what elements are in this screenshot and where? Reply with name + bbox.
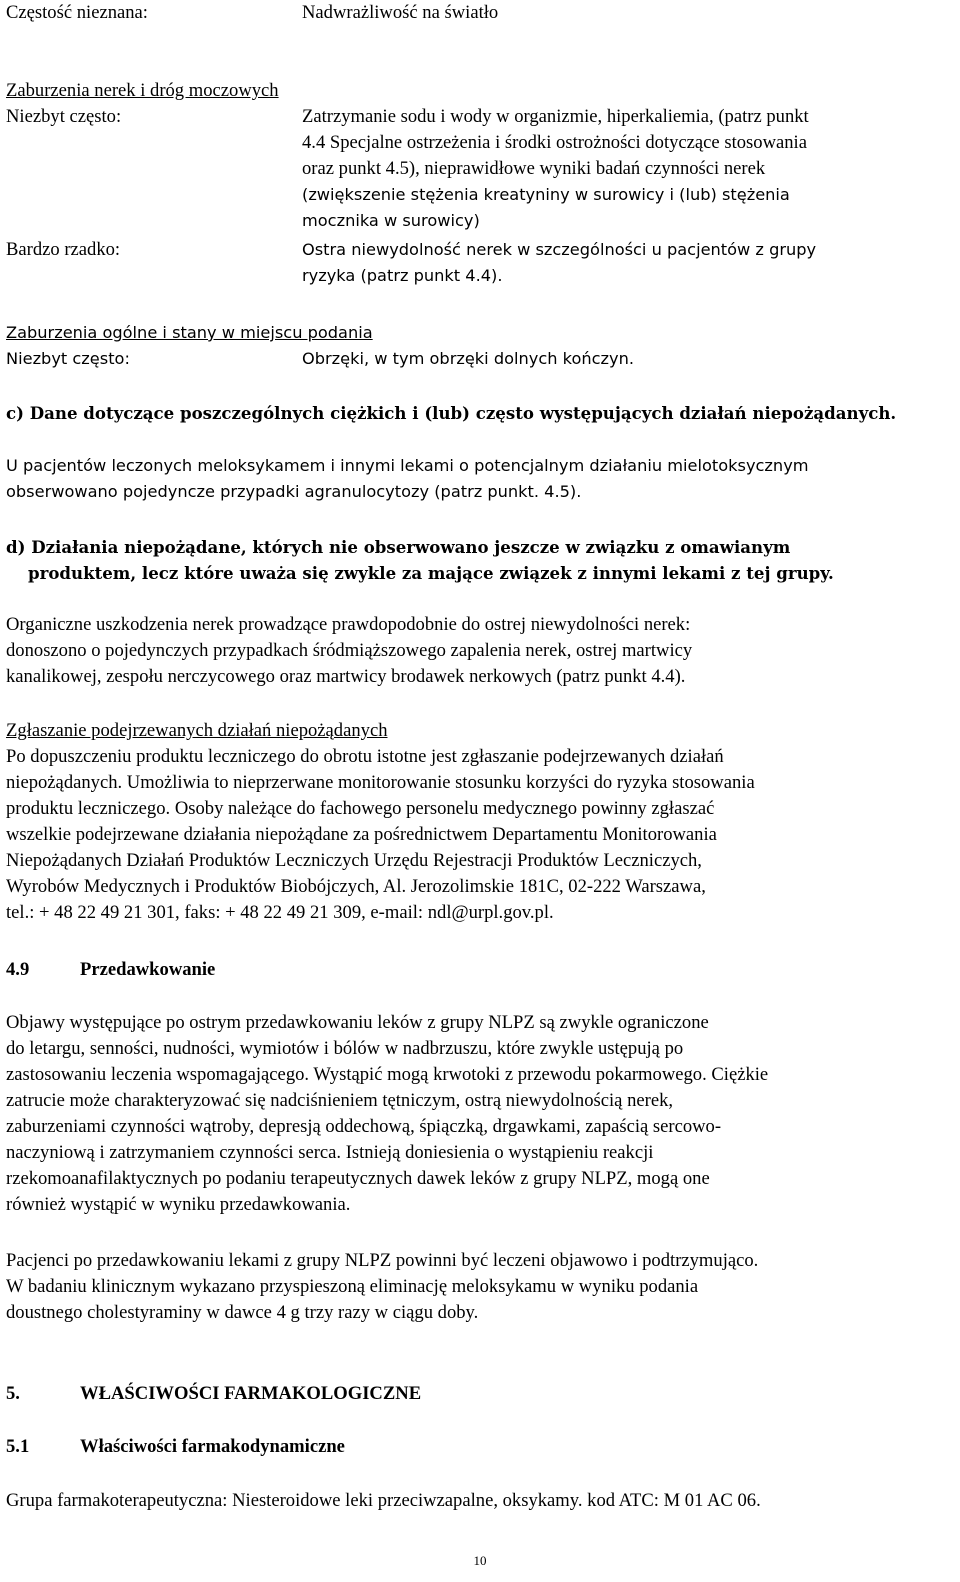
section-d-heading-line: produktem, lecz które uważa się zwykle za mające związek z innymi lekami z tej grupy. — [28, 563, 834, 583]
overdose-line: doustnego cholestyraminy w dawce 4 g trzy razy w ciągu doby. — [6, 1302, 479, 1323]
general-heading: Zaburzenia ogólne i stany w miejscu podania — [6, 323, 373, 342]
section-d-line: kanalikowej, zespołu nerczycowego oraz martwicy brodawek nerkowych (patrz punkt 4.4). — [6, 666, 686, 687]
reporting-line: tel.: + 48 22 49 21 301, faks: + 48 22 49 21 309, e-mail: ndl@urpl.gov.pl. — [6, 902, 554, 923]
overdose-line: zaburzeniami czynności wątroby, depresją oddechową, śpiączką, drgawkami, zapaścią sercowo- — [6, 1116, 722, 1137]
reporting-line: Niepożądanych Działań Produktów Leczniczych Urzędu Rejestracji Produktów Leczniczych, — [6, 850, 702, 871]
atc-line: Grupa farmakoterapeutyczna: Niesteroidowe leki przeciwzapalne, oksykamy. kod ATC: M 01 AC 06. — [6, 1490, 761, 1511]
overdose-line: Objawy występujące po ostrym przedawkowaniu leków z grupy NLPZ są zwykle ograniczone — [6, 1012, 709, 1033]
section-5-number: 5. — [6, 1383, 20, 1404]
overdose-title: Przedawkowanie — [80, 959, 216, 980]
general-label: Niezbyt często: — [6, 349, 130, 368]
section-d-heading-line: d) Działania niepożądane, których nie obserwowano jeszcze w związku z omawianym — [6, 537, 791, 557]
page-number: 10 — [473, 1553, 487, 1568]
reporting-line: wszelkie podejrzewane działania niepożądane za pośrednictwem Departamentu Monitorowania — [6, 824, 717, 845]
overdose-line: zatrucie może charakteryzować się nadciśnieniem tętniczym, ostrą niewydolnością nerek, — [6, 1090, 674, 1111]
reporting-body — [6, 744, 956, 926]
section-5-heading — [6, 1381, 956, 1407]
frequency-label: Częstość nieznana: — [6, 2, 148, 23]
overdose-line: naczyniową i zatrzymaniem czynności serca. Istnieją doniesienia o wystąpieniu reakcji — [6, 1142, 654, 1163]
section-d-heading — [6, 534, 956, 586]
section-c-line: obserwowano pojedyncze przypadki agranulocytozy (patrz punkt. 4.5). — [6, 482, 582, 501]
overdose-line: rzekomoanafilaktycznych po podaniu terapeutycznych dawek leków z grupy NLPZ, mogą one — [6, 1168, 710, 1189]
overdose-heading — [6, 957, 956, 983]
reporting-line: produktu leczniczego. Osoby należące do fachowego personelu medycznego powinny zgłaszać — [6, 798, 715, 819]
section-c-body — [6, 453, 956, 505]
section-c-heading: c) Dane dotyczące poszczególnych ciężkich i (lub) często występujących działań niepożądanych. — [6, 403, 897, 423]
reporting-line: Wyrobów Medycznych i Produktów Biobójczych, Al. Jerozolimskie 181C, 02-222 Warszawa, — [6, 876, 706, 897]
section-d-line: donoszono o pojedynczych przypadkach śródmiąższowego zapalenia nerek, ostrej martwicy — [6, 640, 693, 661]
overdose-paragraph-2 — [6, 1248, 956, 1326]
overdose-line: zastosowaniu leczenia wspomagającego. Wystąpić mogą krwotoki z przewodu pokarmowego. Ciężkie — [6, 1064, 769, 1085]
section-5-title: WŁAŚCIWOŚCI FARMAKOLOGICZNE — [80, 1383, 422, 1404]
section-5-1-title: Właściwości farmakodynamiczne — [80, 1436, 345, 1457]
general-value: Obrzęki, w tym obrzęki dolnych kończyn. — [302, 349, 634, 368]
overdose-line: W badaniu klinicznym wykazano przyspieszoną eliminację meloksykamu w wyniku podania — [6, 1276, 699, 1297]
kidney-very-rare-line: ryzyka (patrz punkt 4.4). — [302, 266, 503, 285]
section-c-line: U pacjentów leczonych meloksykamem i innymi lekami o potencjalnym działaniu mielotoksycznym — [6, 456, 809, 475]
kidney-heading: Zaburzenia nerek i dróg moczowych — [6, 80, 279, 101]
reporting-heading: Zgłaszanie podejrzewanych działań niepożądanych — [6, 720, 388, 741]
kidney-uncommon-label: Niezbyt często: — [6, 106, 122, 127]
section-d-body — [6, 612, 956, 690]
frequency-value: Nadwrażliwość na światło — [302, 2, 499, 23]
kidney-uncommon-line: 4.4 Specjalne ostrzeżenia i środki ostrożności dotyczące stosowania — [302, 132, 807, 153]
overdose-line: do letargu, senności, nudności, wymiotów i bólów w nadbrzuszu, które zwykle ustępują po — [6, 1038, 684, 1059]
overdose-line: Pacjenci po przedawkowaniu lekami z grupy NLPZ powinni być leczeni objawowo i podtrzymująco. — [6, 1250, 759, 1271]
kidney-uncommon-line: (zwiększenie stężenia kreatyniny w surowicy i (lub) stężenia — [302, 185, 790, 204]
kidney-uncommon-line: mocznika w surowicy) — [302, 211, 480, 230]
section-5-1-heading — [6, 1434, 956, 1460]
kidney-very-rare-line: Ostra niewydolność nerek w szczególności u pacjentów z grupy — [302, 240, 817, 259]
overdose-paragraph-1 — [6, 1010, 956, 1218]
kidney-uncommon-line: Zatrzymanie sodu i wody w organizmie, hiperkaliemia, (patrz punkt — [302, 106, 809, 127]
section-5-1-number: 5.1 — [6, 1436, 30, 1457]
kidney-very-rare-label: Bardzo rzadko: — [6, 239, 121, 260]
overdose-line: również wystąpić w wyniku przedawkowania. — [6, 1194, 351, 1215]
reporting-line: niepożądanych. Umożliwia to nieprzerwane monitorowanie stosunku korzyści do ryzyka stosowania — [6, 772, 755, 793]
overdose-number: 4.9 — [6, 959, 30, 980]
kidney-uncommon-line: oraz punkt 4.5), nieprawidłowe wyniki badań czynności nerek — [302, 158, 766, 179]
section-d-line: Organiczne uszkodzenia nerek prowadzące prawdopodobnie do ostrej niewydolności nerek: — [6, 614, 691, 635]
reporting-line: Po dopuszczeniu produktu leczniczego do obrotu istotne jest zgłaszanie podejrzewanych działań — [6, 746, 724, 767]
